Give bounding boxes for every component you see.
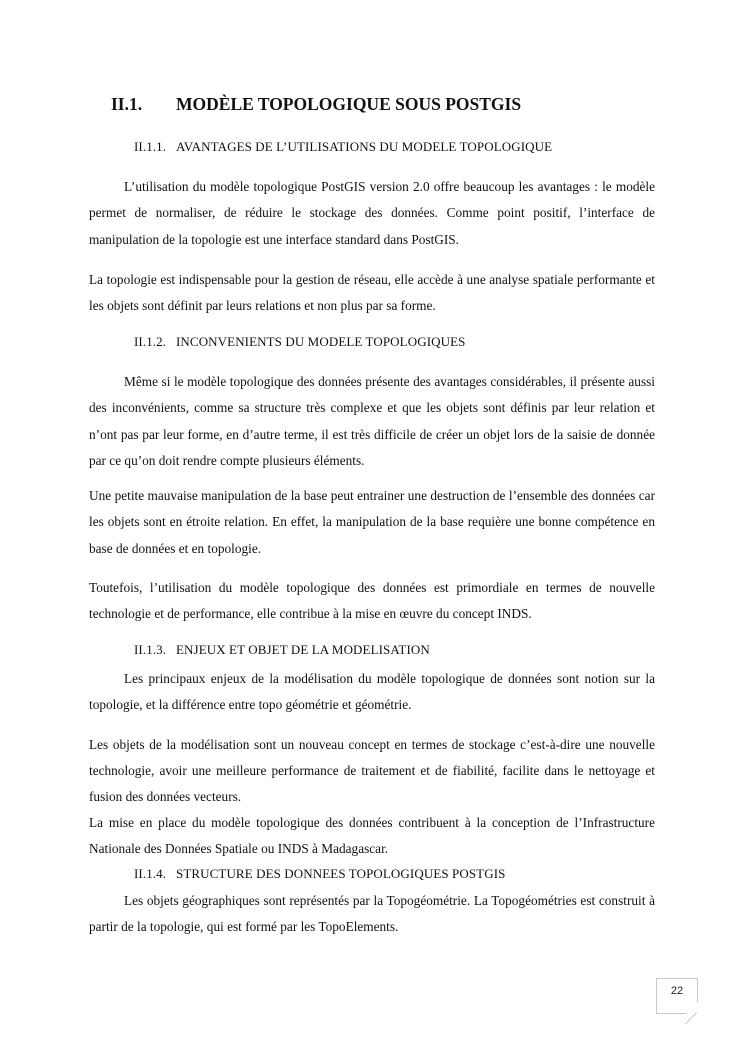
subsection-number: II.1.4. <box>134 866 167 881</box>
paragraph-5: Toutefois, l’utilisation du modèle topologique des données est primordiale en termes de nouvelle technologie et de performance, elle contribue à la mise en œuvre du concept INDS. <box>89 580 655 622</box>
subsection-number: II.1.3. <box>134 642 167 657</box>
paragraph-9: Les objets géographiques sont représentés par la Topogéométrie. La Topogéométries est construit à partir de la topologie, qui est formé par les TopoElements. <box>89 893 655 934</box>
subsection-title: INCONVENIENTS DU MODELE TOPOLOGIQUES <box>176 334 466 349</box>
subsection-heading-2 <box>134 334 465 350</box>
subsection-number: II.1.1. <box>134 139 167 154</box>
section-heading <box>111 94 521 115</box>
paragraph-1: L’utilisation du modèle topologique PostGIS version 2.0 offre beaucoup les avantages : le modèle permet de normaliser, de réduire le stockage des données. Comme point positif, l’interface de manipulation de la topologie est une interface standard dans PostGIS. <box>89 179 655 247</box>
section-number: II.1. <box>111 94 143 114</box>
subsection-title: STRUCTURE DES DONNEES TOPOLOGIQUES POSTGIS <box>176 866 506 881</box>
subsection-heading-4 <box>134 866 505 882</box>
paragraph-8: La mise en place du modèle topologique des données contribuent à la conception de l’Infrastructure Nationale des Données Spatiale ou INDS à Madagascar. <box>89 815 655 856</box>
subsection-number: II.1.2. <box>134 334 167 349</box>
subsection-heading-3 <box>134 642 430 658</box>
paragraph-3: Même si le modèle topologique des données présente des avantages considérables, il présente aussi des inconvénients, comme sa structure très complexe et que les objets sont définis par leur relation et n’ont pas par leur forme, en d’autre terme, il est très difficile de créer un objet lors de la saisie de donnée par ce qu’on doit rendre compte plusieurs éléments. <box>89 374 655 469</box>
page-curl-line <box>685 1012 697 1024</box>
subsection-heading-1 <box>134 139 552 155</box>
section-title: MODÈLE TOPOLOGIQUE SOUS POSTGIS <box>176 94 522 114</box>
paragraph-7: Les objets de la modélisation sont un nouveau concept en termes de stockage c’est-à-dire une nouvelle technologie, avoir une meilleure performance de traitement et de fiabilité, facilite dans le nettoyage et fusion des données vecteurs. <box>89 737 655 804</box>
page-number: 22 <box>670 985 684 997</box>
page-number-box <box>656 978 698 1014</box>
paragraph-6: Les principaux enjeux de la modélisation du modèle topologique de données sont notion sur la topologie, et la différence entre topo géométrie et géométrie. <box>89 671 655 713</box>
paragraph-4: Une petite mauvaise manipulation de la base peut entrainer une destruction de l’ensemble des données car les objets sont en étroite relation. En effet, la manipulation de la base requière une bonne compétence en base de données et en topologie. <box>89 488 655 556</box>
subsection-title: ENJEUX ET OBJET DE LA MODELISATION <box>176 642 430 657</box>
paragraph-2: La topologie est indispensable pour la gestion de réseau, elle accède à une analyse spatiale performante et les objets sont définit par leurs relations et non plus par sa forme. <box>89 272 655 314</box>
subsection-title: AVANTAGES DE L’UTILISATIONS DU MODELE TOPOLOGIQUE <box>176 139 553 154</box>
